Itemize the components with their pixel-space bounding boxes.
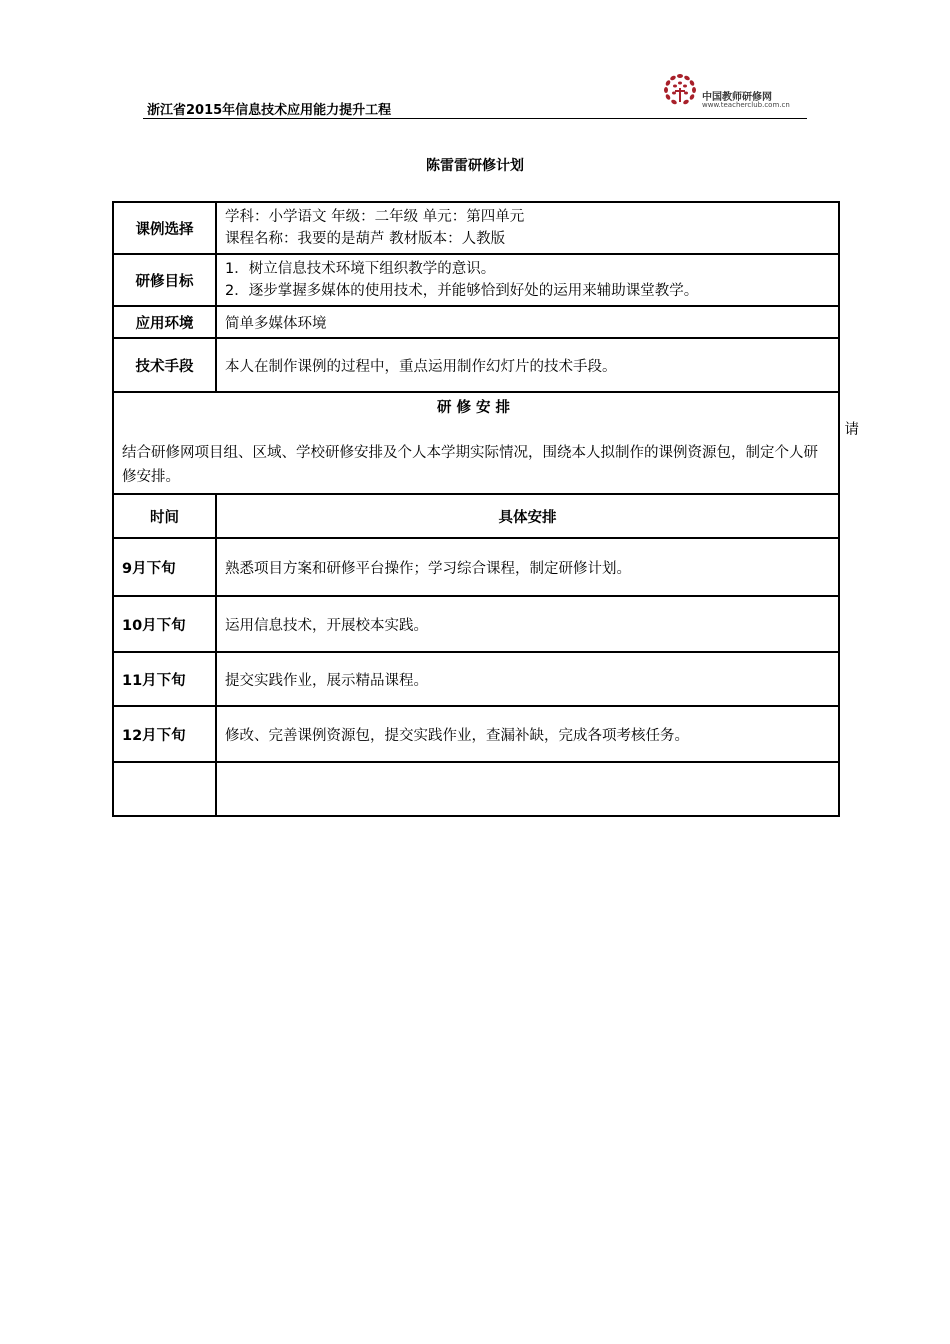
schedule-time: 11月下旬	[113, 652, 216, 706]
arrangement-section-row	[113, 392, 839, 494]
goals-row	[113, 254, 839, 306]
schedule-row-empty	[113, 762, 839, 816]
goal-item: 2．逐步掌握多媒体的使用技术，并能够恰到好处的运用来辅助课堂教学。	[225, 283, 699, 299]
arrangement-title: 研修安排	[437, 400, 515, 416]
logo-name: 中国教师研修网	[702, 92, 772, 103]
arrangement-please: 请	[844, 422, 859, 438]
technique-label: 技术手段	[113, 338, 216, 392]
plan-table	[112, 201, 859, 817]
technique-value: 本人在制作课例的过程中，重点运用制作幻灯片的技术手段。	[216, 338, 839, 392]
schedule-time: 10月下旬	[113, 596, 216, 652]
schedule-detail: 熟悉项目方案和研修平台操作；学习综合课程，制定研修计划。	[216, 538, 839, 596]
schedule-header-row	[113, 494, 839, 538]
schedule-detail-empty	[216, 762, 839, 816]
logo-flower-icon	[658, 70, 702, 116]
course-line-1: 学科：小学语文 年级：二年级 单元：第四单元	[225, 209, 525, 225]
header-project-title: 浙江省2015年信息技术应用能力提升工程	[147, 103, 392, 118]
col-detail-header: 具体安排	[216, 494, 839, 538]
course-value	[216, 202, 839, 254]
schedule-time: 12月下旬	[113, 706, 216, 762]
goals-label: 研修目标	[113, 254, 216, 306]
technique-row	[113, 338, 839, 392]
schedule-row	[113, 652, 839, 706]
schedule-row	[113, 596, 839, 652]
arrangement-intro: 结合研修网项目组、区域、学校研修安排及个人本学期实际情况，围绕本人拟制作的课例资源包，制定个人研修安排。	[122, 445, 818, 485]
environment-value: 简单多媒体环境	[216, 306, 839, 338]
teacherclub-logo	[658, 70, 808, 116]
document-title: 陈雷雷研修计划	[426, 158, 524, 174]
goal-item: 1．树立信息技术环境下组织教学的意识。	[225, 261, 496, 277]
goals-value	[216, 254, 839, 306]
schedule-detail: 修改、完善课例资源包，提交实践作业，查漏补缺，完成各项考核任务。	[216, 706, 839, 762]
logo-url: www.teacherclub.com.cn	[702, 101, 790, 109]
course-line-2: 课程名称：我要的是葫芦 教材版本：人教版	[225, 231, 506, 247]
schedule-time: 9月下旬	[113, 538, 216, 596]
schedule-row	[113, 706, 839, 762]
arrangement-section	[113, 392, 859, 494]
col-time-header: 时间	[113, 494, 216, 538]
course-row	[113, 202, 839, 254]
environment-label: 应用环境	[113, 306, 216, 338]
environment-row	[113, 306, 839, 338]
schedule-time-empty	[113, 762, 216, 816]
schedule-row	[113, 538, 839, 596]
schedule-detail: 运用信息技术，开展校本实践。	[216, 596, 839, 652]
schedule-detail: 提交实践作业，展示精品课程。	[216, 652, 839, 706]
course-label: 课例选择	[113, 202, 216, 254]
header-divider	[143, 118, 807, 119]
